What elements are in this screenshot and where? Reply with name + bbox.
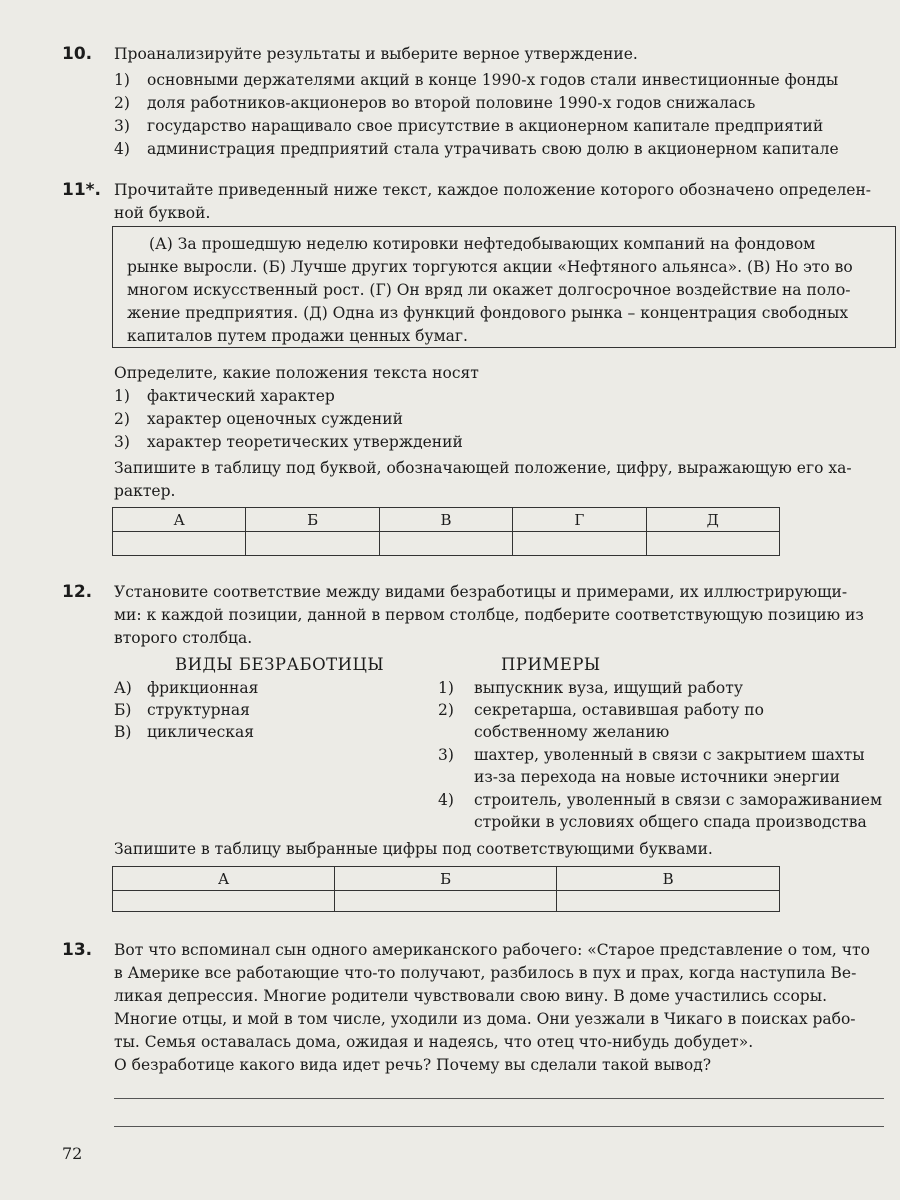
q10-option-text: доля работников-акционеров во второй половине 1990-х годов снижалась	[147, 94, 756, 112]
q12-example-text: строитель, уволенный в связи с замораживанием	[474, 791, 883, 809]
q11-stem-line: Прочитайте приведенный ниже текст, каждое положение которого обозначено определен-	[114, 181, 872, 199]
table-header-cell: Б	[335, 867, 557, 891]
q11-option-text: характер теоретических утверждений	[147, 433, 463, 451]
q11-stem-line: ной буквой.	[114, 204, 211, 222]
q12-type-letter: В)	[114, 723, 132, 741]
q12-type-text: фрикционная	[147, 679, 259, 697]
table-header-cell: Д	[646, 508, 779, 532]
q11-instruction-line: рактер.	[114, 482, 176, 500]
answer-cell[interactable]	[246, 532, 379, 556]
q12-example-text: шахтер, уволенный в связи с закрытием шахты	[474, 746, 865, 764]
q11-option-text: фактический характер	[147, 387, 335, 405]
q12-type-letter: А)	[114, 679, 132, 697]
table-header-cell: А	[113, 867, 335, 891]
table-header-cell: В	[557, 867, 780, 891]
q12-stem-line: Установите соответствие между видами безработицы и примерами, их иллюстрирующи-	[114, 583, 848, 601]
q13-text-line: Вот что вспоминал сын одного американского рабочего: «Старое представление о том, что	[114, 941, 870, 959]
q13-question-line: О безработице какого вида идет речь? Почему вы сделали такой вывод?	[114, 1056, 712, 1074]
q11-prompt: Определите, какие положения текста носят	[114, 364, 479, 382]
q13-number: 13.	[62, 940, 93, 960]
q11-text-line: рынке выросли. (Б) Лучше других торгуются акции «Нефтяного альянса». (В) Но это во	[127, 258, 853, 276]
q12-type-text: циклическая	[147, 723, 254, 741]
q13-text-line: Многие отцы, и мой в том числе, уходили из дома. Они уезжали в Чикаго в поисках рабо-	[114, 1010, 856, 1028]
q12-type-letter: Б)	[114, 701, 132, 719]
q12-example-number: 4)	[438, 791, 454, 809]
q12-example-text: собственному желанию	[474, 723, 670, 741]
q11-option-text: характер оценочных суждений	[147, 410, 403, 428]
q11-option-number: 3)	[114, 433, 130, 451]
answer-cell[interactable]	[379, 532, 512, 556]
table-header-cell: А	[113, 508, 246, 532]
q12-example-text: из-за перехода на новые источники энергии	[474, 768, 841, 786]
answer-cell[interactable]	[513, 532, 646, 556]
page-number: 72	[62, 1144, 83, 1163]
table-answer-row	[113, 891, 780, 912]
q10-option-text: администрация предприятий стала утрачивать свою долю в акционерном капитале	[147, 140, 839, 158]
answer-cell[interactable]	[113, 891, 335, 912]
table-header-cell: В	[379, 508, 512, 532]
q13-text-line: ты. Семья оставалась дома, ожидая и надеясь, что отец что-нибудь добудет».	[114, 1033, 754, 1051]
q12-stem-line: ми: к каждой позиции, данной в первом столбце, подберите соответствующую позицию из	[114, 606, 864, 624]
q12-example-text: секретарша, оставившая работу по	[474, 701, 764, 719]
q11-text-line: жение предприятия. (Д) Одна из функций фондового рынка – концентрация свободных	[127, 304, 849, 322]
answer-cell[interactable]	[557, 891, 780, 912]
answer-line[interactable]	[114, 1126, 884, 1127]
q11-answer-table	[112, 507, 780, 556]
table-header-row	[113, 867, 780, 891]
q13-text-line: ликая депрессия. Многие родители чувствовали свою вину. В доме участились ссоры.	[114, 987, 827, 1005]
table-answer-row	[113, 532, 780, 556]
q11-text-line: (А) За прошедшую неделю котировки нефтедобывающих компаний на фондовом	[149, 235, 816, 253]
q10-option-text: основными держателями акций в конце 1990-х годов стали инвестиционные фонды	[147, 71, 839, 89]
q12-stem-line: второго столбца.	[114, 629, 253, 647]
table-header-cell: Б	[246, 508, 379, 532]
q11-option-number: 1)	[114, 387, 130, 405]
answer-cell[interactable]	[113, 532, 246, 556]
q10-option-number: 4)	[114, 140, 130, 158]
q12-example-number: 2)	[438, 701, 454, 719]
q12-col1-title: ВИДЫ БЕЗРАБОТИЦЫ	[175, 655, 385, 674]
q11-number: 11*.	[62, 180, 102, 200]
answer-cell[interactable]	[335, 891, 557, 912]
q10-stem: Проанализируйте результаты и выберите верное утверждение.	[114, 45, 638, 63]
q11-option-number: 2)	[114, 410, 130, 428]
q11-instruction-line: Запишите в таблицу под буквой, обозначающей положение, цифру, выражающую его ха-	[114, 459, 852, 477]
q10-option-number: 3)	[114, 117, 130, 135]
table-header-row	[113, 508, 780, 532]
answer-cell[interactable]	[646, 532, 779, 556]
q11-text-box	[112, 226, 896, 348]
q10-option-number: 2)	[114, 94, 130, 112]
q10-option-text: государство наращивало свое присутствие в акционерном капитале предприятий	[147, 117, 824, 135]
q10-number: 10.	[62, 44, 93, 64]
q12-example-number: 3)	[438, 746, 454, 764]
q12-example-text: стройки в условиях общего спада производства	[474, 813, 867, 831]
q11-text-line: капиталов путем продажи ценных бумаг.	[127, 327, 468, 345]
q12-answer-table	[112, 866, 780, 912]
q13-text-line: в Америке все работающие что-то получают, разбилось в пух и прах, когда наступила Ве-	[114, 964, 857, 982]
q12-instruction: Запишите в таблицу выбранные цифры под соответствующими буквами.	[114, 840, 713, 858]
q12-example-text: выпускник вуза, ищущий работу	[474, 679, 743, 697]
q11-text-line: многом искусственный рост. (Г) Он вряд ли окажет долгосрочное воздействие на поло-	[127, 281, 851, 299]
table-header-cell: Г	[513, 508, 646, 532]
answer-line[interactable]	[114, 1098, 884, 1099]
q12-example-number: 1)	[438, 679, 454, 697]
q12-type-text: структурная	[147, 701, 250, 719]
q12-number: 12.	[62, 582, 93, 602]
q12-col2-title: ПРИМЕРЫ	[501, 655, 601, 674]
q10-option-number: 1)	[114, 71, 130, 89]
